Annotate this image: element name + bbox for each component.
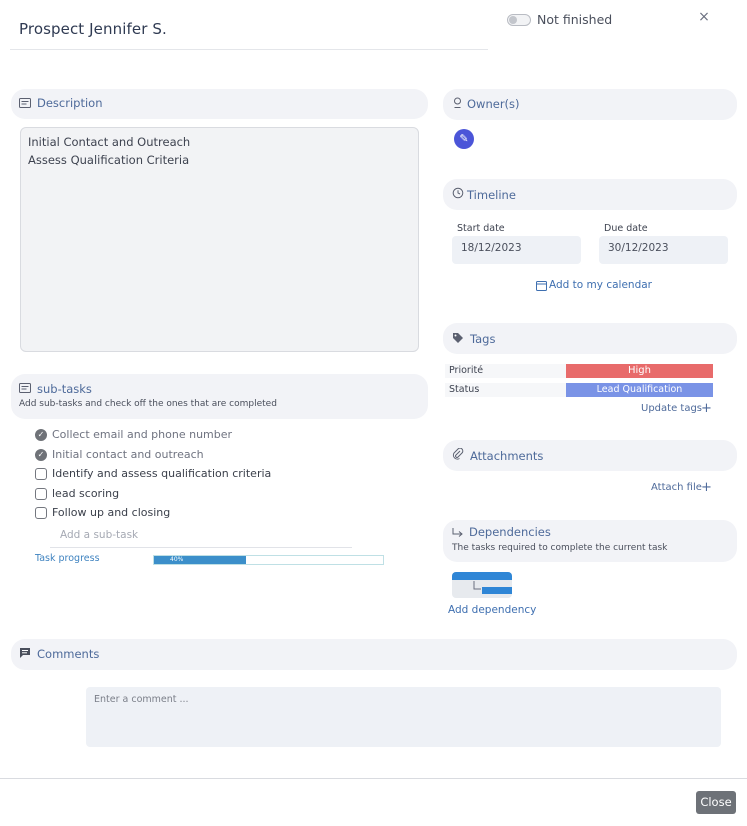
start-date-label: Start date — [457, 223, 505, 234]
dependency-bar-top — [452, 572, 512, 580]
subtask-item[interactable]: lead scoring — [52, 487, 120, 500]
subtask-checkbox[interactable] — [35, 507, 47, 519]
title-field[interactable] — [10, 12, 488, 50]
dependency-bar-bottom — [482, 587, 512, 594]
subtasks-icon — [19, 382, 31, 394]
clock-icon — [452, 187, 464, 199]
description-label: Description — [37, 96, 103, 110]
status-toggle-label: Not finished — [537, 12, 613, 27]
due-date-label: Due date — [604, 223, 648, 234]
comments-label: Comments — [37, 647, 100, 661]
page-title: Prospect Jennifer S. — [19, 20, 167, 38]
subtask-checkbox-checked[interactable]: ✓ — [35, 429, 47, 441]
description-icon — [19, 97, 31, 109]
subtask-checkbox-checked[interactable]: ✓ — [35, 449, 47, 461]
add-subtask-input[interactable]: Add a sub-task — [50, 526, 352, 548]
owners-label: Owner(s) — [467, 97, 520, 111]
update-tags-link[interactable]: Update tags — [641, 403, 703, 414]
comment-input[interactable]: Enter a comment ... — [86, 687, 721, 747]
subtask-item[interactable]: Initial contact and outreach — [52, 448, 204, 461]
tag-key-status: Status — [449, 384, 480, 395]
tag-value-priority[interactable]: High — [566, 364, 713, 378]
subtask-item[interactable]: Follow up and closing — [52, 506, 171, 519]
task-progress-fill: 40% — [154, 556, 246, 564]
task-progress-bar — [153, 555, 384, 565]
tag-value-status[interactable]: Lead Qualification — [566, 383, 713, 397]
paperclip-icon — [452, 448, 464, 460]
subtasks-hint: Add sub-tasks and check off the ones that are completed — [19, 399, 277, 409]
person-icon — [452, 97, 463, 109]
subtask-item[interactable]: Identify and assess qualification criteria — [52, 467, 272, 480]
dependencies-hint: The tasks required to complete the current task — [452, 543, 668, 553]
tags-label: Tags — [470, 332, 496, 346]
calendar-icon — [536, 280, 547, 291]
subtask-checkbox[interactable] — [35, 488, 47, 500]
task-progress-label: Task progress — [35, 553, 100, 564]
plus-icon[interactable]: + — [701, 480, 712, 495]
comment-icon — [19, 647, 31, 659]
timeline-label: Timeline — [467, 188, 516, 202]
comments-section-header — [11, 639, 737, 670]
status-toggle[interactable] — [507, 14, 531, 26]
tag-icon — [452, 332, 464, 344]
dependency-arrow-icon — [452, 527, 464, 538]
subtasks-label: sub-tasks — [37, 382, 92, 396]
due-date-field[interactable]: 30/12/2023 — [599, 236, 728, 264]
owner-avatar[interactable]: ✎ — [454, 129, 474, 149]
add-dependency-link[interactable]: Add dependency — [448, 604, 537, 616]
tag-key-priority: Priorité — [449, 365, 484, 376]
dependency-illustration[interactable] — [452, 572, 512, 598]
cursor-icon — [473, 581, 482, 593]
description-textarea[interactable] — [20, 127, 419, 352]
attachments-label: Attachments — [470, 449, 544, 463]
toggle-knob — [509, 16, 517, 24]
start-date-field[interactable]: 18/12/2023 — [452, 236, 581, 264]
description-line: Assess Qualification Criteria — [28, 153, 190, 167]
dependencies-label: Dependencies — [469, 525, 551, 539]
description-line: Initial Contact and Outreach — [28, 135, 191, 149]
close-icon[interactable]: × — [698, 9, 710, 25]
add-to-calendar-link[interactable]: Add to my calendar — [549, 279, 652, 291]
subtasks-section-header — [11, 374, 428, 419]
attach-file-link[interactable]: Attach file — [651, 482, 702, 493]
subtask-item[interactable]: Collect email and phone number — [52, 428, 233, 441]
subtask-checkbox[interactable] — [35, 468, 47, 480]
close-button[interactable]: Close — [696, 791, 736, 814]
footer-divider — [0, 778, 747, 779]
plus-icon[interactable]: + — [701, 401, 712, 416]
